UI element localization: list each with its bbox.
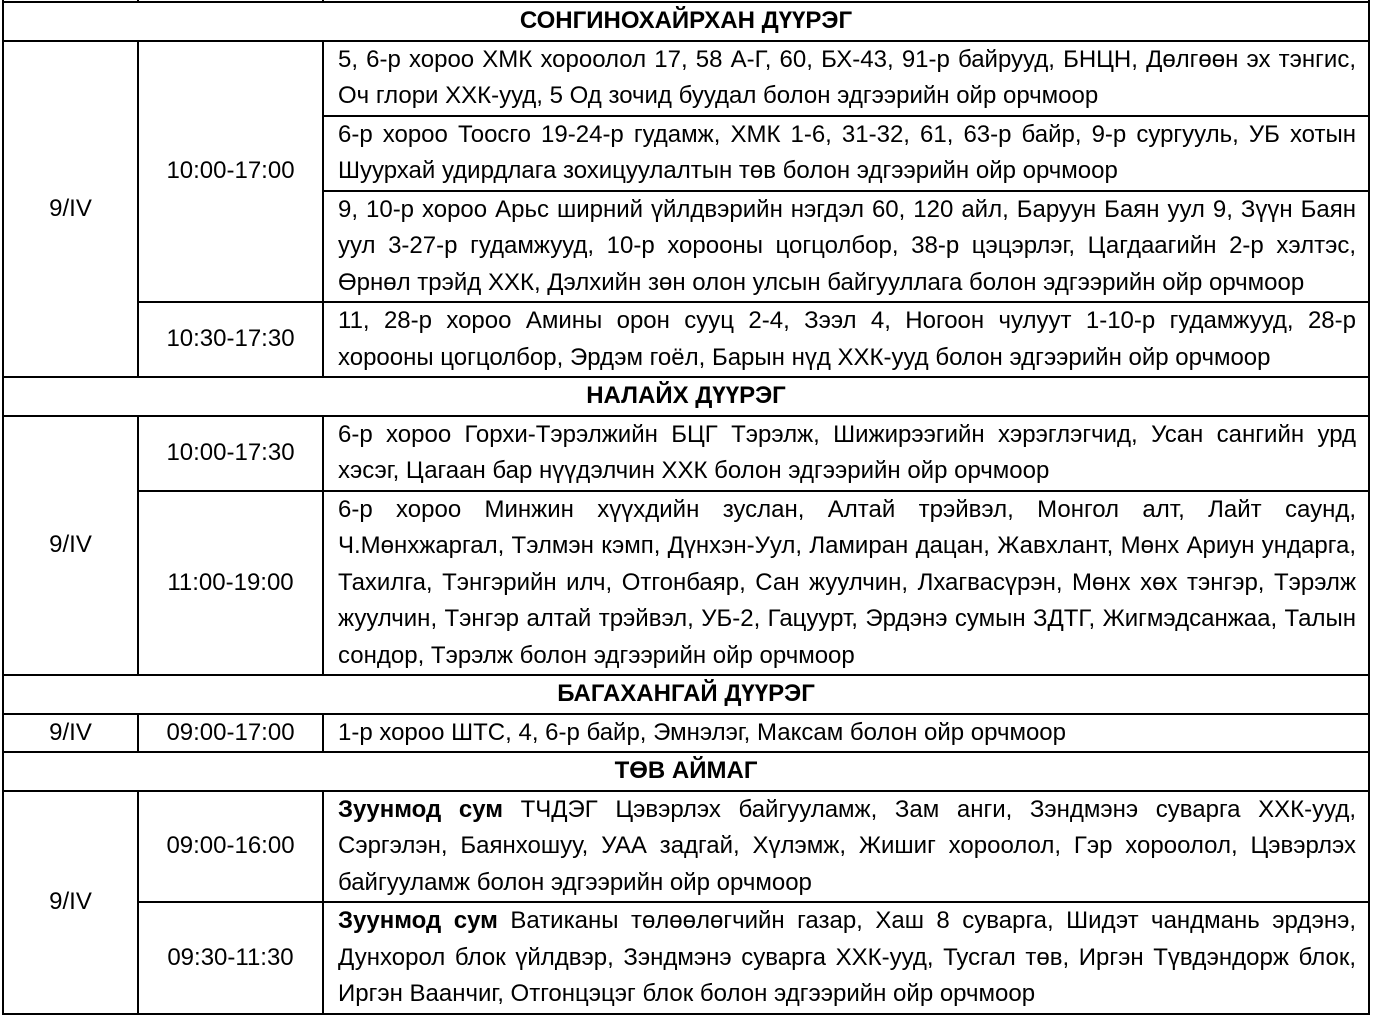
table-row (3, 491, 1369, 676)
section-header-row (3, 2, 1369, 41)
location-cell: 11, 28-р хороо Амины орон сууц 2-4, Зээл 4, Ногоон чулуут 1-10-р гудамжууд, 28-р хорооны цогцолбор, Эрдэм гоёл, Барын нүд ХХК-ууд болон эдгээрийн ойр орчмоор (323, 302, 1369, 377)
time-cell: 10:30-17:30 (138, 302, 323, 377)
bold-prefix: Зуунмод сум (338, 795, 503, 823)
time-cell: 09:00-16:00 (138, 791, 323, 903)
time-cell: 09:00-17:00 (138, 714, 323, 753)
section-title: БАГАХАНГАЙ ДҮҮРЭГ (3, 675, 1369, 714)
location-cell: 6-р хороо Горхи-Тэрэлжийн БЦГ Тэрэлж, Шижирээгийн хэрэглэгчид, Усан сангийн урд хэсэг, Цагаан бар нүүдэлчин ХХК болон эдгээрийн ойр орчмоор (323, 416, 1369, 491)
time-cell: 11:00-19:00 (138, 491, 323, 676)
date-cell: 9/IV (3, 714, 138, 753)
location-cell: 6-р хороо Тоосго 19-24-р гудамж, ХМК 1-6, 31-32, 61, 63-р байр, 9-р сургууль, УБ хотын Шуурхай удирдлага зохицуулалтын төв болон эдгээрийн ойр орчмоор (323, 116, 1369, 191)
location-text: Ватиканы төлөөлөгчийн газар, Хаш 8 суварга, Шидэт чандмань эрдэнэ, Дунхорол блок үйлдвэр, Зэндмэнэ суварга ХХК-ууд, Тусгал төв, Иргэн Түвдэндорж блок, Иргэн Ваанчиг, Отгонцэцэг блок болон эдгээрийн ойр орчмоор (338, 907, 1356, 1007)
table-row (3, 416, 1369, 491)
table-row (3, 302, 1369, 377)
section-header-row (3, 752, 1369, 791)
table-row (3, 714, 1369, 753)
time-cell: 10:00-17:00 (138, 41, 323, 303)
time-cell: 10:00-17:30 (138, 416, 323, 491)
section-header-row (3, 675, 1369, 714)
location-cell: 9, 10-р хороо Арьс ширний үйлдвэрийн нэгдэл 60, 120 айл, Баруун Баян уул 9, Зүүн Баян уул 3-27-р гудамжууд, 10-р хорооны цогцолбор, 38-р цэцэрлэг, Цагдаагийн 2-р хэлтэс, Өрнөл трэйд ХХК, Дэлхийн зөн олон улсын байгууллага болон эдгээрийн ойр орчмоор (323, 191, 1369, 303)
table-row (3, 791, 1369, 903)
location-cell (323, 902, 1369, 1014)
bold-prefix: Зуунмод сум (338, 907, 498, 934)
date-cell: 9/IV (3, 41, 138, 378)
location-cell: 5, 6-р хороо ХМК хороолол 17, 58 А-Г, 60, БХ-43, 91-р байрууд, БНЦН, Дөлгөөн эх тэнгис, Оч глори ХХК-ууд, 5 Од зочид буудал болон эдгээрийн ойр орчмоор (323, 41, 1369, 116)
date-cell: 9/IV (3, 416, 138, 676)
location-cell: 1-р хороо ШТС, 4, 6-р байр, Эмнэлэг, Максам болон ойр орчмоор (323, 714, 1369, 753)
time-cell: 09:30-11:30 (138, 902, 323, 1014)
location-cell: 6-р хороо Минжин хүүхдийн зуслан, Алтай трэйвэл, Монгол алт, Лайт саунд, Ч.Мөнхжаргал, Тэлмэн кэмп, Дүнхэн-Уул, Ламиран дацан, Жавхлант, Мөнх Ариун ундарга, Тахилга, Тэнгэрийн илч, Отгонбаяр, Сан жуулчин, Лхагвасүрэн, Мөнх хөх тэнгэр, Тэрэлж жуулчин, Тэнгэр алтай трэйвэл, УБ-2, Гацуурт, Эрдэнэ сумын ЗДТГ, Жигмэдсанжаа, Талын сондор, Тэрэлж болон эдгээрийн ойр орчмоор (323, 491, 1369, 676)
section-title: СОНГИНОХАЙРХАН ДҮҮРЭГ (3, 2, 1369, 41)
section-title: ТӨВ АЙМАГ (3, 752, 1369, 791)
table-row (3, 902, 1369, 1014)
table-row (3, 41, 1369, 116)
location-cell (323, 791, 1369, 903)
location-text: ТЧДЭГ Цэвэрлэх байгууламж, Зам анги, Зэндмэнэ суварга ХХК-ууд, Сэргэлэн, Баянхошуу, УАА задгай, Хүлэмж, Жишиг хороолол, Гэр хороолол, Цэвэрлэх байгууламж болон эдгээрийн ойр орчмоор (338, 795, 1356, 896)
date-cell: 9/IV (3, 791, 138, 1014)
section-header-row (3, 377, 1369, 416)
section-title: НАЛАЙХ ДҮҮРЭГ (3, 377, 1369, 416)
power-outage-schedule-table (2, 0, 1370, 1015)
